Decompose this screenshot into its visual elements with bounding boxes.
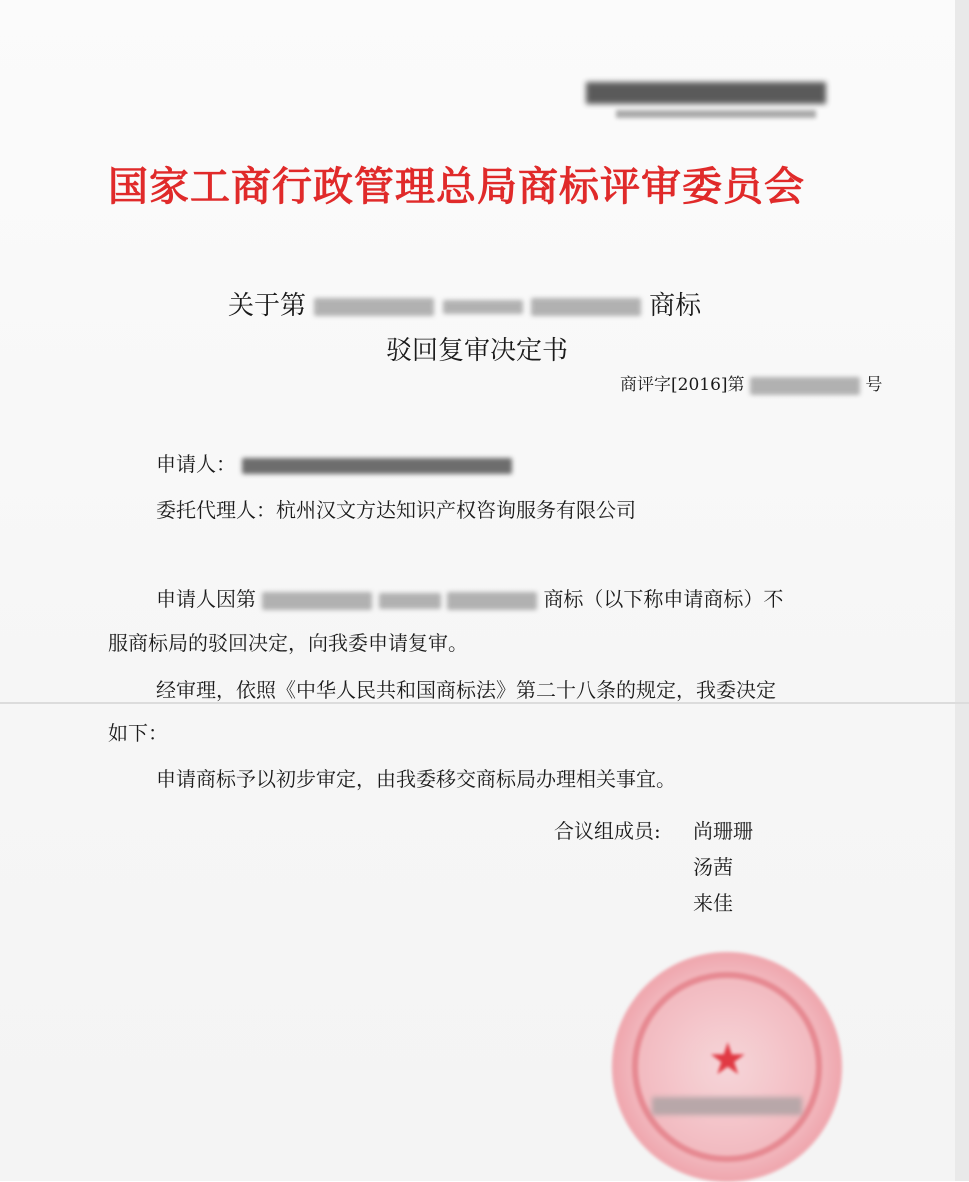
reference-number <box>620 370 882 395</box>
p1-prefix: 申请人因第 <box>156 587 256 611</box>
paragraph-3: 申请商标予以初步审定，由我委移交商标局办理相关事宜。 <box>156 767 676 791</box>
redacted-trademark-name-body-2 <box>447 592 537 610</box>
reference-suffix: 号 <box>865 375 883 395</box>
redacted-trademark-name <box>443 300 523 314</box>
official-seal <box>612 952 842 1182</box>
redacted-trademark-number-body <box>262 592 372 610</box>
paragraph-2-line-1: 经审理，依照《中华人民共和国商标法》第二十八条的规定，我委决定 <box>156 678 776 702</box>
agent-name: 杭州汉文方达知识产权咨询服务有限公司 <box>276 498 636 522</box>
scan-edge <box>955 0 969 1181</box>
redacted-trademark-name-body <box>379 593 441 609</box>
organization-title: 国家工商行政管理总局商标评审委员会 <box>108 163 805 210</box>
panel-label: 合议组成员: <box>554 819 661 843</box>
redacted-barcode-top <box>586 82 826 104</box>
star-icon: ★ <box>708 1034 748 1085</box>
decision-title-line2: 驳回复审决定书 <box>386 336 569 366</box>
panel-member-2: 汤茜 <box>693 855 733 879</box>
redacted-barcode-sub <box>616 110 816 118</box>
reference-prefix: 商评字[2016]第 <box>620 375 745 395</box>
agent-label: 委托代理人： <box>156 498 276 522</box>
redacted-trademark-name-2 <box>531 298 641 316</box>
redacted-seal-text <box>652 1097 802 1115</box>
decision-title-line1 <box>228 285 701 322</box>
paragraph-1-line-1 <box>156 583 783 612</box>
title-suffix: 商标 <box>649 291 702 321</box>
applicant-label: 申请人： <box>156 452 236 476</box>
p1-suffix: 商标（以下称申请商标）不 <box>543 587 784 611</box>
redacted-reference-id <box>750 377 860 395</box>
agent-line <box>156 494 636 523</box>
redacted-trademark-number <box>314 298 434 316</box>
panel-member-1: 尚珊珊 <box>693 819 753 843</box>
paragraph-2-line-2: 如下： <box>108 721 168 745</box>
redacted-applicant-name <box>242 458 512 474</box>
panel-member-3: 来佳 <box>693 891 733 915</box>
paragraph-1-line-2: 服商标局的驳回决定，向我委申请复审。 <box>108 631 468 655</box>
applicant-line <box>156 448 512 477</box>
title-prefix: 关于第 <box>228 291 307 321</box>
